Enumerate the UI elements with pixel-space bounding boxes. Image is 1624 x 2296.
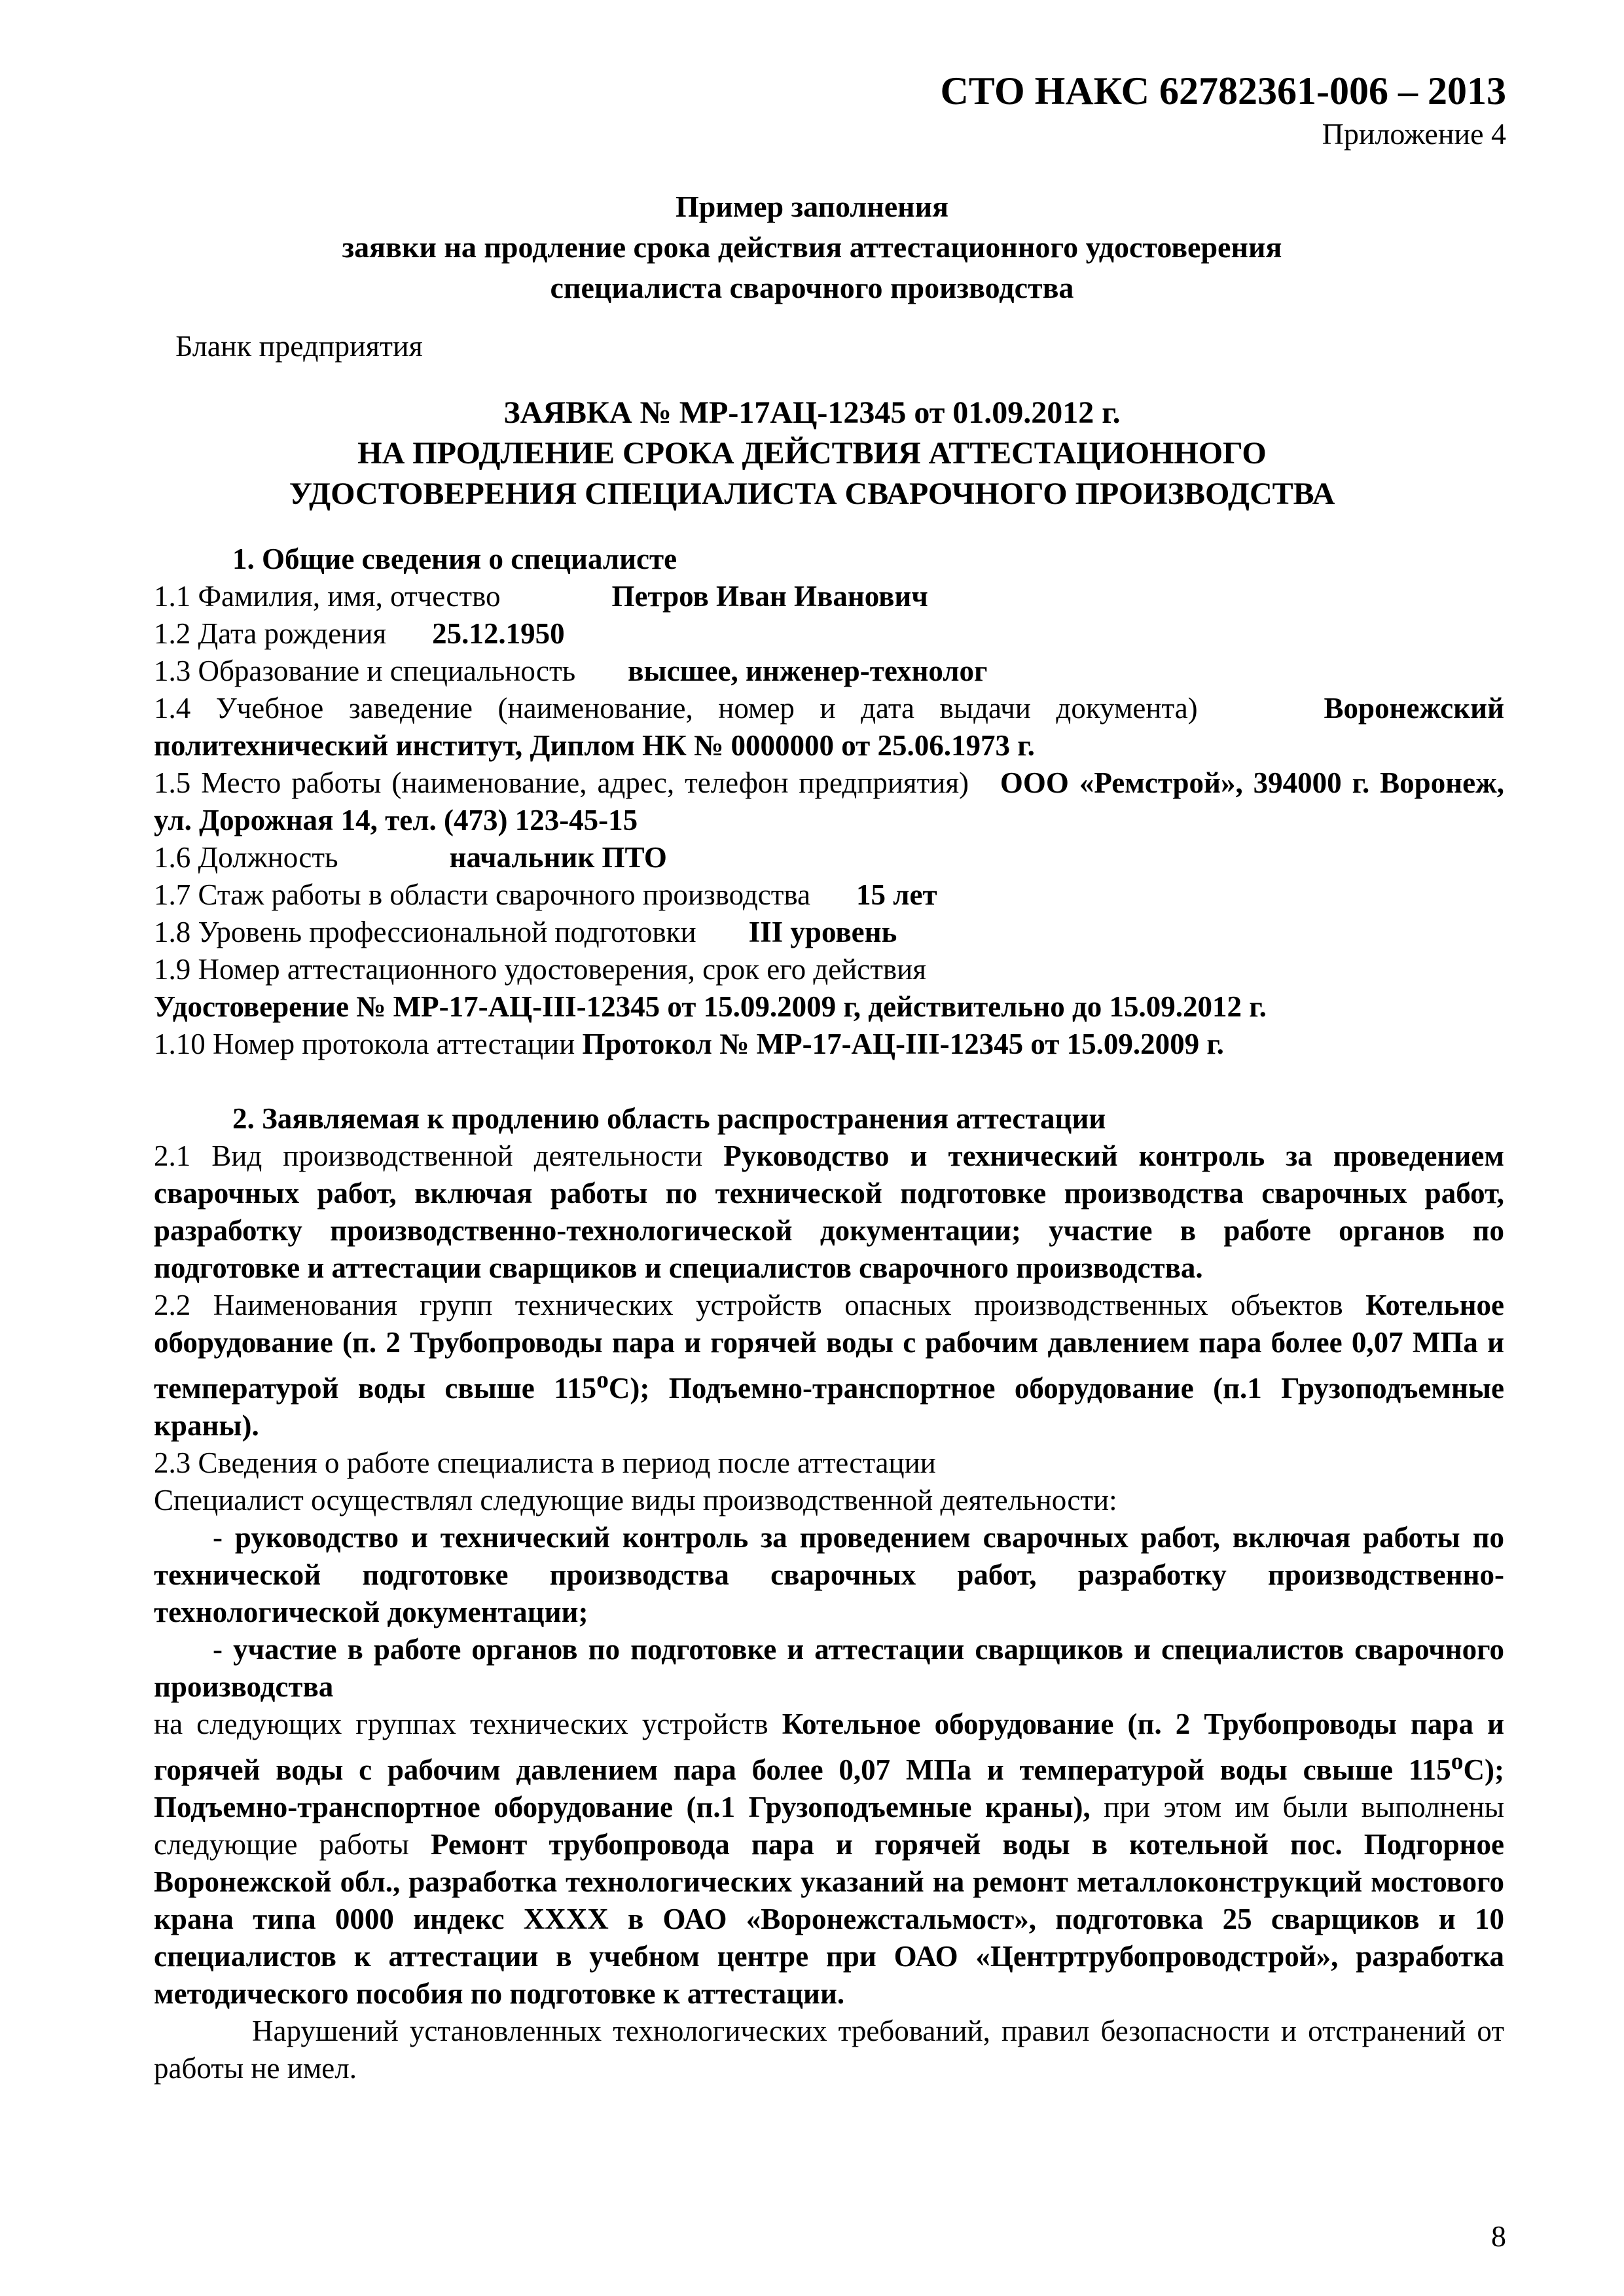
field-value: III уровень xyxy=(748,916,897,948)
activities-intro: Специалист осуществлял следующие виды производственной деятельности: xyxy=(154,1484,1117,1516)
field-workplace xyxy=(154,764,1504,839)
field-value: ООО «Ремстрой», 394000 г. Воронеж, ул. Дорожная 14, тел. (473) 123-45-15 xyxy=(154,766,1504,836)
section-2-heading: 2. Заявляемая к продлению область распространения аттестации xyxy=(232,1102,1106,1135)
field-qualification-level xyxy=(154,914,1504,951)
field-label: 1.2 Дата рождения xyxy=(154,617,387,650)
field-label: 1.1 Фамилия, имя, отчество xyxy=(154,580,501,613)
title-line-1: Пример заполнения xyxy=(675,190,949,223)
application-title-line-1: ЗАЯВКА № МР-17АЦ-12345 от 01.09.2012 г. xyxy=(503,395,1121,430)
field-value: начальник ПТО xyxy=(449,841,667,874)
field-value: Протокол № МР-17-АЦ-III-12345 от 15.09.2009 г. xyxy=(582,1028,1224,1060)
activity-item-2: - участие в работе органов по подготовке и аттестации сварщиков и специалистов сварочного производства xyxy=(154,1633,1504,1703)
field-label: 1.3 Образование и специальность xyxy=(154,655,576,687)
field-value: Петров Иван Иванович xyxy=(611,580,928,613)
page-number: 8 xyxy=(1491,2219,1506,2253)
field-value: высшее, инженер-технолог xyxy=(628,655,988,687)
field-device-groups xyxy=(154,1287,1504,1444)
field-label: 2.1 Вид производственной деятельности xyxy=(154,1139,703,1172)
field-value: Котельное оборудование (п. 2 Трубопроводы пара и горячей воды с рабочим давлением пара более 0,07 МПа и температурой воды свыше $115^оС$); Подъемно-транспортное оборудование (п.1 Грузоподъемные краны). xyxy=(154,1289,1504,1442)
field-value: Руководство и технический контроль за проведением сварочных работ, включая работы по технической подготовке производства сварочных работ, разработку производственно-технологической документации; участие в работе органов по подготовке и аттестации сварщиков и специалистов сварочного производства. xyxy=(154,1139,1505,1284)
field-work-after-certification: 2.3 Сведения о работе специалиста в период после аттестации xyxy=(154,1446,936,1479)
field-activity-type xyxy=(154,1138,1504,1287)
field-label: 1.9 Номер аттестационного удостоверения, срок его действия xyxy=(154,953,926,986)
field-label: 1.5 Место работы (наименование, адрес, телефон предприятия) xyxy=(154,766,969,799)
field-label: 1.4 Учебное заведение (наименование, номер и дата выдачи документа) xyxy=(154,692,1198,725)
field-institution xyxy=(154,690,1504,764)
field-education xyxy=(154,653,1504,690)
appendix-label: Приложение 4 xyxy=(1322,117,1506,151)
field-label: 1.6 Должность xyxy=(154,841,338,874)
field-value: Воронежский политехнический институт, Диплом НК № 0000000 от 25.06.1973 г. xyxy=(154,692,1505,762)
title-line-3: специалиста сварочного производства xyxy=(550,271,1074,304)
application-title-line-3: УДОСТОВЕРЕНИЯ СПЕЦИАЛИСТА СВАРОЧНОГО ПРОИЗВОДСТВА xyxy=(289,476,1335,511)
field-value: 15 лет xyxy=(856,878,937,911)
title-line-2: заявки на продление срока действия аттестационного удостоверения xyxy=(342,230,1282,264)
company-letterhead-label: Бланк предприятия xyxy=(175,329,423,363)
document-code: СТО НАКС 62782361-006 – 2013 xyxy=(940,69,1506,113)
closing-statement: Нарушений установленных технологических требований, правил безопасности и отстранений от работы не имел. xyxy=(154,2015,1504,2085)
field-label: 1.8 Уровень профессиональной подготовки xyxy=(154,916,696,948)
application-title-line-2: НА ПРОДЛЕНИЕ СРОКА ДЕЙСТВИЯ АТТЕСТАЦИОННОГО xyxy=(357,436,1267,471)
field-certificate-value: Удостоверение № МР-17-АЦ-III-12345 от 15.09.2009 г, действительно до 15.09.2012 г. xyxy=(154,990,1267,1023)
field-experience xyxy=(154,876,1504,914)
field-full-name xyxy=(154,578,1504,615)
application-title xyxy=(118,393,1506,514)
document-body xyxy=(154,541,1504,2087)
field-value: 25.12.1950 xyxy=(432,617,565,650)
field-position xyxy=(154,839,1504,876)
field-certificate xyxy=(154,951,1504,988)
field-label: 2.2 Наименования групп технических устройств опасных производственных объектов xyxy=(154,1289,1343,1321)
activity-item-1: - руководство и технический контроль за проведением сварочных работ, включая работы по технической подготовке производства сварочных работ, разработку производственно-технологической документации; xyxy=(154,1521,1504,1628)
field-protocol xyxy=(154,1026,1504,1063)
works-value: Ремонт трубопровода пара и горячей воды в котельной пос. Подгорное Воронежской обл., разработка технологических указаний на ремонт металлоконструкций мостового крана типа 0000 индекс XXXX в ОАО «Воронежстальмост», подготовка 25 сварщиков и 10 специалистов к аттестации в учебном центре при ОАО «Центртрубопроводстрой», разработка методического пособия по подготовке к аттестации. xyxy=(154,1828,1504,2010)
field-birth-date xyxy=(154,615,1504,653)
field-label: 1.7 Стаж работы в области сварочного производства xyxy=(154,878,811,911)
document-title xyxy=(0,187,1624,308)
device-groups-and-works: на следующих группах технических устройств Котельное оборудование (п. 2 Трубопроводы пара и горячей воды с рабочим давлением пара более 0,07 МПа и температурой воды свыше $115^оС$); Подъемно-транспортное оборудование (п.1 Грузоподъемные краны), при этом им были выполнены следующие работы Ремонт трубопровода пара и горячей воды в котельной пос. Подгорное Воронежской обл., разработка технологических указаний на ремонт металлоконструкций мостового крана типа 0000 индекс XXXX в ОАО «Воронежстальмост», подготовка 25 сварщиков и 10 специалистов к аттестации в учебном центре при ОАО «Центртрубопроводстрой», разработка методического пособия по подготовке к аттестации. xyxy=(154,1708,1505,2010)
field-label: 1.10 Номер протокола аттестации xyxy=(154,1028,575,1060)
section-1-heading: 1. Общие сведения о специалисте xyxy=(232,543,677,575)
device-groups-value: Котельное оборудование (п. 2 Трубопроводы пара и горячей воды с рабочим давлением пара более 0,07 МПа и температурой воды свыше $115^оС$); Подъемно-транспортное оборудование (п.1 Грузоподъемные краны), xyxy=(154,1708,1505,1823)
